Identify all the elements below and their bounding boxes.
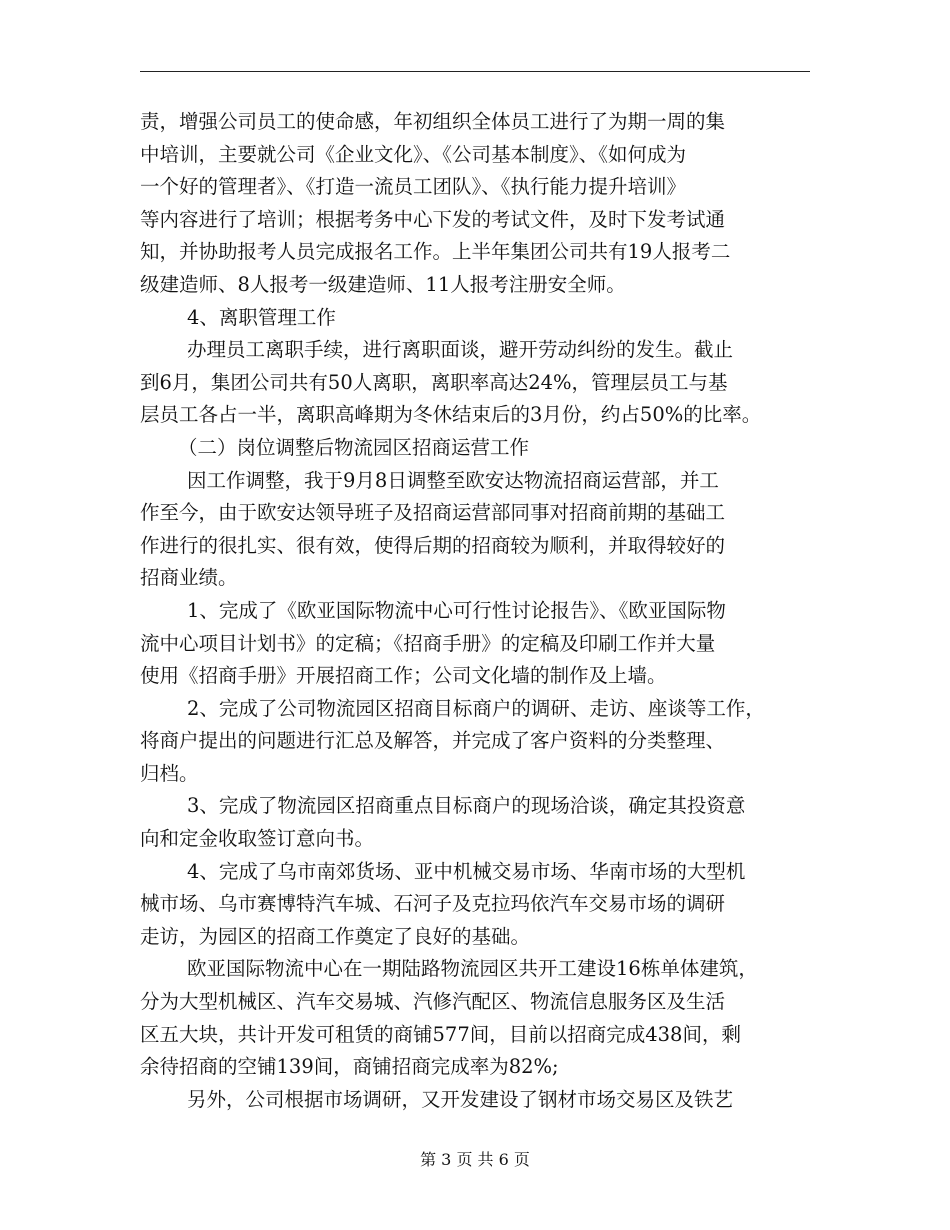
text-line: 械市场、乌市赛博特汽车城、石河子及克拉玛依汽车交易市场的调研	[140, 892, 726, 916]
text-line: 3、完成了物流园区招商重点目标商户的现场洽谈，确定其投资意	[187, 794, 746, 818]
text-line: 欧亚国际物流中心在一期陆路物流园区共开工建设16栋单体建筑，	[187, 957, 758, 981]
text-line: 到6月，集团公司共有50人离职，离职率高达24%，管理层员工与基	[140, 370, 728, 394]
text-line: 归档。	[140, 761, 199, 785]
page-number: 第 3 页 共 6 页	[420, 1150, 530, 1169]
text-line: 层员工各占一半，离职高峰期为冬休结束后的3月份，约占50%的比率。	[140, 403, 762, 427]
text-line: 等内容进行了培训；根据考务中心下发的考试文件，及时下发考试通	[140, 207, 726, 231]
text-line: 因工作调整，我于9月8日调整至欧安达物流招商运营部，并工	[187, 468, 719, 492]
text-line: 另外，公司根据市场调研，又开发建设了钢材市场交易区及铁艺	[187, 1087, 734, 1111]
text-line: 作至今，由于欧安达领导班子及招商运营部同事对招商前期的基础工	[140, 501, 726, 525]
document-body	[140, 106, 820, 1116]
header-rule	[140, 71, 810, 72]
text-line: 使用《招商手册》开展招商工作；公司文化墙的制作及上墙。	[140, 664, 667, 688]
text-line: 分为大型机械区、汽车交易城、汽修汽配区、物流信息服务区及生活	[140, 990, 726, 1014]
text-line: 作进行的很扎实、很有效，使得后期的招商较为顺利，并取得较好的	[140, 533, 726, 557]
text-line: 余待招商的空铺139间，商铺招商完成率为82%;	[140, 1055, 559, 1079]
text-line: 办理员工离职手续，进行离职面谈，避开劳动纠纷的发生。截止	[187, 338, 734, 362]
text-line: 2、完成了公司物流园区招商目标商户的调研、走访、座谈等工作，	[187, 696, 765, 720]
text-line: （二）岗位调整后物流园区招商运营工作	[178, 435, 530, 459]
text-line: 责，增强公司员工的使命感，年初组织全体员工进行了为期一周的集	[140, 110, 726, 133]
text-line: 招商业绩。	[140, 566, 238, 590]
text-line: 4、离职管理工作	[187, 305, 336, 329]
text-line: 区五大块，共计开发可租赁的商铺577间，目前以招商完成438间，剩	[140, 1022, 741, 1046]
text-line: 向和定金收取签订意向书。	[140, 827, 375, 851]
text-line: 4、完成了乌市南郊货场、亚中机械交易市场、华南市场的大型机	[187, 859, 746, 883]
text-line: 流中心项目计划书》的定稿；《招商手册》的定稿及印刷工作并大量	[140, 631, 716, 655]
text-line: 知，并协助报考人员完成报名工作。上半年集团公司共有19人报考二	[140, 240, 731, 264]
text-line: 中培训，主要就公司《企业文化》、《公司基本制度》、《如何成为	[140, 142, 687, 166]
text-line: 1、完成了《欧亚国际物流中心可行性讨论报告》、《欧亚国际物	[187, 598, 726, 622]
text-line: 将商户提出的问题进行汇总及解答，并完成了客户资料的分类整理、	[140, 729, 726, 753]
text-line: 走访，为园区的招商工作奠定了良好的基础。	[140, 924, 531, 948]
text-line: 一个好的管理者》、《打造一流员工团队》、《执行能力提升培训》	[140, 175, 687, 199]
text-line: 级建造师、8人报考一级建造师、11人报考注册安全师。	[140, 272, 626, 296]
